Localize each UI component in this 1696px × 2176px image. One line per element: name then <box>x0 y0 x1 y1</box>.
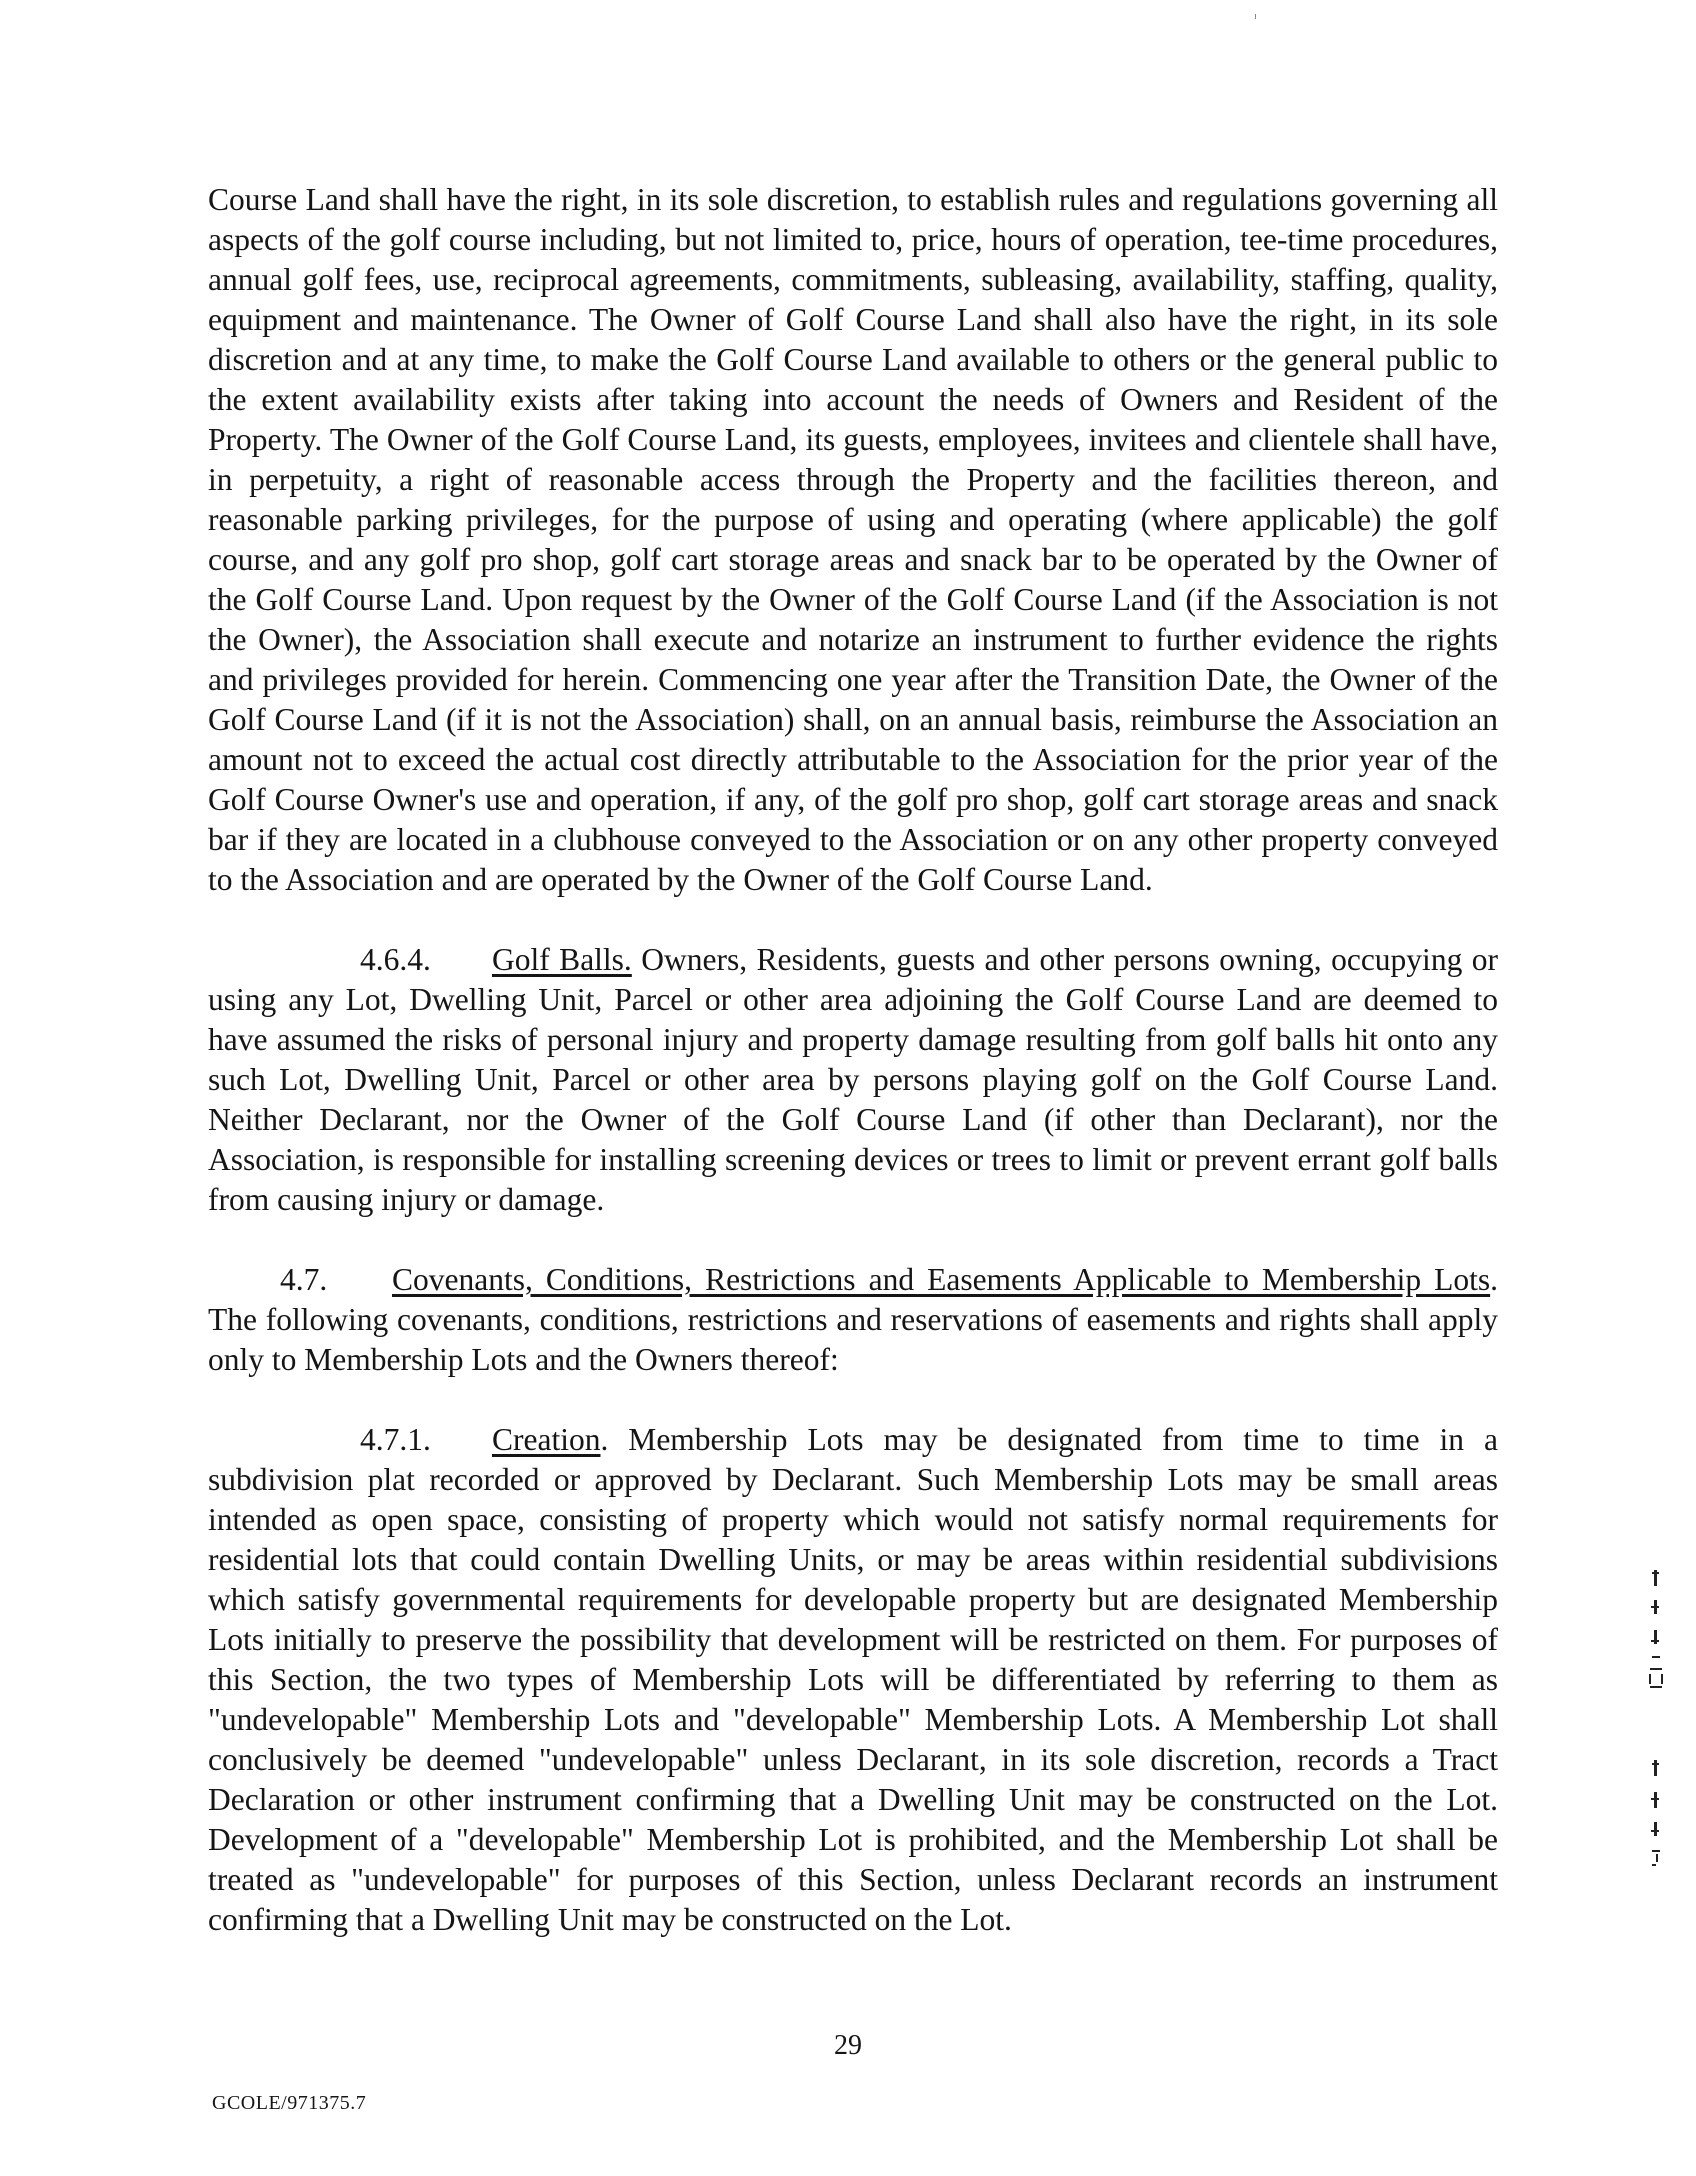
section-number: 4.7.1. <box>360 1422 431 1457</box>
section-heading: Golf Balls. <box>492 942 632 977</box>
recording-stamp-marks <box>1636 1570 1676 1910</box>
page-number: 29 <box>834 2030 862 2061</box>
document-body <box>208 180 1498 1940</box>
section-4-6-4-golf-balls <box>208 940 1498 1220</box>
paragraph-golf-course-land-rights <box>208 180 1498 900</box>
section-4-7-membership-lots <box>208 1260 1498 1380</box>
section-4-7-1-creation <box>208 1420 1498 1940</box>
section-text: . Membership Lots may be designated from time to time in a subdivision plat recorded or approved by Declarant. Such Membership Lots may be small areas intended as open space, consisting of property which would not satisfy normal requirements for residential lots that could contain Dwelling Units, or may be areas within residential subdivisions which satisfy governmental requirements for developable property but are designated Membership Lots initially to preserve the possibility that development will be restricted on them. For purposes of this Section, the two types of Membership Lots will be differentiated by referring to them as "undevelopable" Membership Lots and "developable" Membership Lots. A Membership Lot shall conclusively be deemed "undevelopable" unless Declarant, in its sole discretion, records a Tract Declaration or other instrument confirming that a Dwelling Unit may be constructed on the Lot. Development of a "developable" Membership Lot is prohibited, and the Membership Lot shall be treated as "undevelopable" for purposes of this Section, unless Declarant records an instrument confirming that a Dwelling Unit may be constructed on the Lot. <box>208 1422 1498 1937</box>
section-heading: Covenants, Conditions, Restrictions and Easements Applicable to Membership Lots <box>392 1262 1491 1297</box>
section-number: 4.7. <box>280 1262 328 1297</box>
recording-stamp-graphic <box>1636 1570 1676 1910</box>
section-text: . The following covenants, conditions, restrictions and reservations of easements and rights shall apply only to Membership Lots and the Owners thereof: <box>208 1262 1498 1377</box>
section-text: Owners, Residents, guests and other persons owning, occupying or using any Lot, Dwelling Unit, Parcel or other area adjoining the Golf Course Land are deemed to have assumed the risks of personal injury and property damage resulting from golf balls hit onto any such Lot, Dwelling Unit, Parcel or other area by persons playing golf on the Golf Course Land. Neither Declarant, nor the Owner of the Golf Course Land (if other than Declarant), nor the Association, is responsible for installing screening devices or trees to limit or prevent errant golf balls from causing injury or damage. <box>208 942 1498 1217</box>
section-number: 4.6.4. <box>360 942 431 977</box>
paragraph-text: Course Land shall have the right, in its sole discretion, to establish rules and regulations governing all aspects of the golf course including, but not limited to, price, hours of operation, tee-time procedures, annual golf fees, use, reciprocal agreements, commitments, subleasing, availability, staffing, quality, equipment and maintenance. The Owner of Golf Course Land shall also have the right, in its sole discretion and at any time, to make the Golf Course Land available to others or the general public to the extent availability exists after taking into account the needs of Owners and Resident of the Property. The Owner of the Golf Course Land, its guests, employees, invitees and clientele shall have, in perpetuity, a right of reasonable access through the Property and the facilities thereon, and reasonable parking privileges, for the purpose of using and operating (where applicable) the golf course, and any golf pro shop, golf cart storage areas and snack bar to be operated by the Owner of the Golf Course Land. Upon request by the Owner of the Golf Course Land (if the Association is not the Owner), the Association shall execute and notarize an instrument to further evidence the rights and privileges provided for herein. Commencing one year after the Transition Date, the Owner of the Golf Course Land (if it is not the Association) shall, on an annual basis, reimburse the Association an amount not to exceed the actual cost directly attributable to the Association for the prior year of the Golf Course Owner's use and operation, if any, of the golf pro shop, golf cart storage areas and snack bar if they are located in a clubhouse conveyed to the Association or on any other property conveyed to the Association and are operated by the Owner of the Golf Course Land. <box>208 182 1498 897</box>
scan-mark <box>1255 14 1256 19</box>
document-reference-code: GCOLE/971375.7 <box>212 2092 367 2114</box>
section-heading: Creation <box>492 1422 601 1457</box>
